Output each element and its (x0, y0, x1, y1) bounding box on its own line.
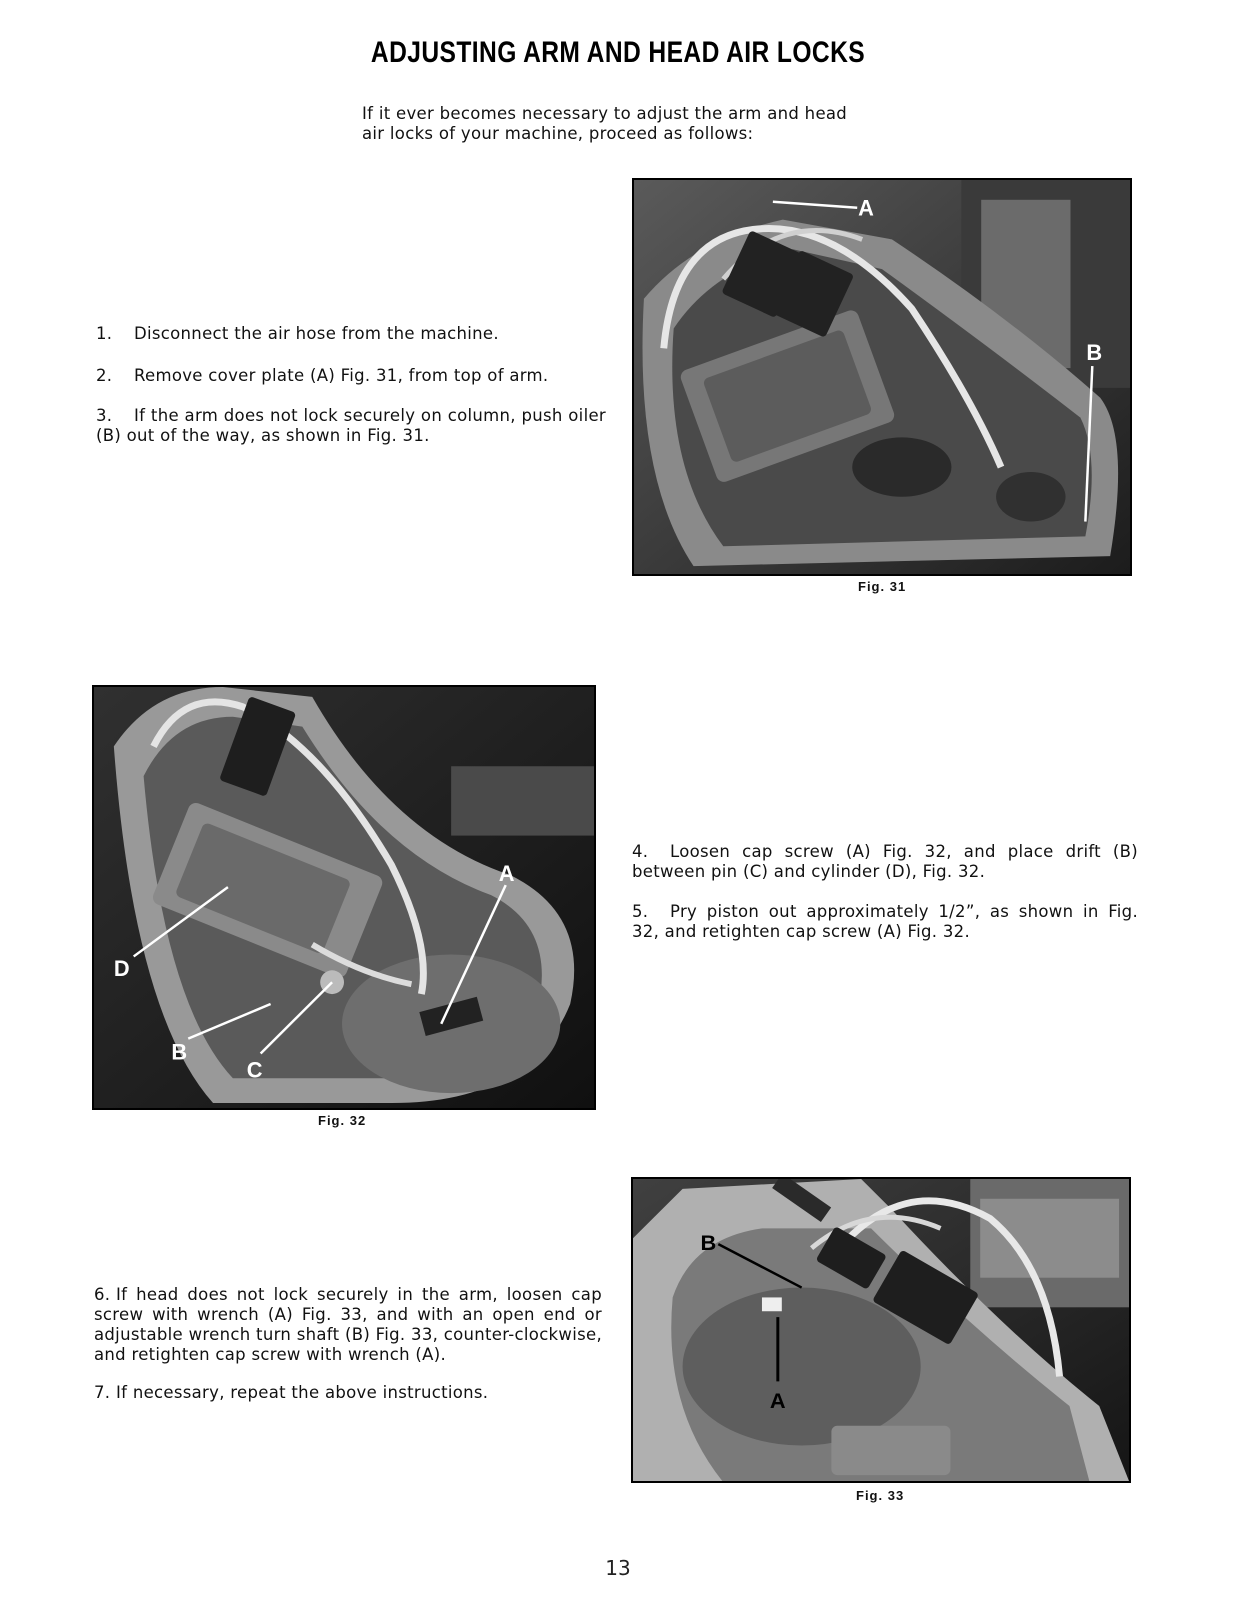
fig33-label-a: A (769, 1388, 786, 1413)
step-6 (94, 1285, 602, 1365)
figure-31-photo (632, 178, 1132, 576)
step-text: If the arm does not lock securely on column, push oiler (B) out of the way, as shown in Fig. 31. (96, 406, 606, 445)
step-7 (94, 1383, 602, 1403)
step-text: Pry piston out approximately 1/2”, as shown in Fig. 32, and retighten cap screw (A) Fig. 32. (632, 902, 1138, 941)
fig32-label-a: A (498, 861, 515, 887)
figure-32-photo (92, 685, 596, 1110)
fig32-label-d: D (113, 956, 130, 982)
step-2 (96, 366, 606, 386)
fig31-label-a: A (858, 195, 874, 221)
step-4 (632, 842, 1138, 882)
fig32-label-b: B (171, 1039, 188, 1065)
step-number: 5. (632, 902, 649, 921)
step-number: 2. (96, 366, 113, 385)
step-number: 3. (96, 406, 113, 425)
figure-33-caption: Fig. 33 (856, 1488, 905, 1503)
step-text: Disconnect the air hose from the machine. (134, 324, 499, 343)
figure-31-illustration (634, 180, 1130, 574)
step-text: Loosen cap screw (A) Fig. 32, and place drift (B) between pin (C) and cylinder (D), Fig. 32. (632, 842, 1138, 881)
step-number: 1. (96, 324, 113, 343)
figure-32-illustration (94, 687, 594, 1108)
step-number: 6. (94, 1285, 111, 1304)
step-text: Remove cover plate (A) Fig. 31, from top of arm. (134, 366, 549, 385)
intro-line-1: If it ever becomes necessary to adjust the arm and head (362, 104, 848, 123)
step-number: 4. (632, 842, 649, 861)
step-3 (96, 406, 606, 446)
step-1 (96, 324, 606, 344)
intro-paragraph (362, 104, 882, 144)
page-title: ADJUSTING ARM AND HEAD AIR LOCKS (370, 36, 866, 69)
step-text: If necessary, repeat the above instructions. (116, 1383, 489, 1402)
intro-line-2: air locks of your machine, proceed as follows: (362, 124, 754, 143)
fig31-label-b: B (1086, 340, 1103, 366)
step-number: 7. (94, 1383, 111, 1402)
fig33-label-b: B (700, 1230, 717, 1256)
fig32-label-c: C (246, 1057, 263, 1083)
page-number: 13 (605, 1556, 631, 1580)
figure-32-caption: Fig. 32 (318, 1113, 367, 1128)
figure-31-caption: Fig. 31 (858, 579, 907, 594)
figure-33-illustration (633, 1179, 1129, 1481)
step-5 (632, 902, 1138, 942)
step-text: If head does not lock securely in the arm, loosen cap screw with wrench (A) Fig. 33, and with an open end or adjustable wrench turn shaft (B) Fig. 33, counter-clockwise, and retighten cap screw with wrench (A). (94, 1285, 602, 1364)
figure-33-photo (631, 1177, 1131, 1483)
